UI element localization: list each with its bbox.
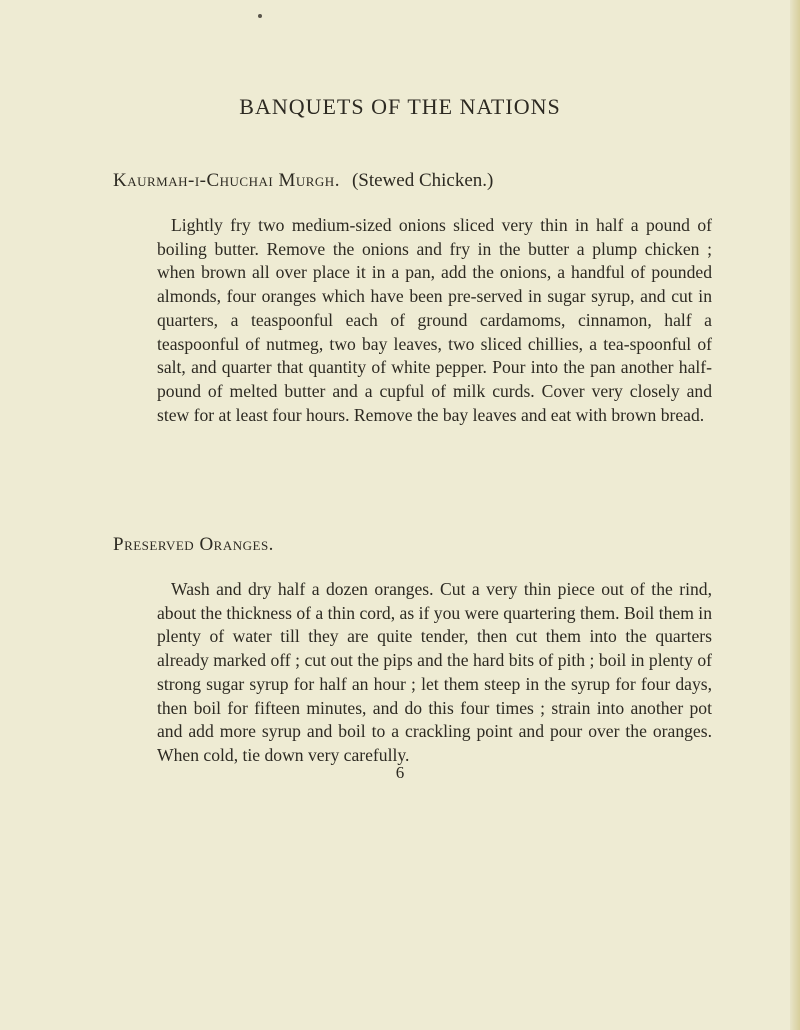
recipe-title-text: Preserved Oranges. xyxy=(113,534,274,555)
running-head: BANQUETS OF THE NATIONS xyxy=(239,94,561,119)
recipe-body-preserved-oranges: Wash and dry half a dozen oranges. Cut a very thin piece out of the rind, about the thickness of a thin cord, as if you were quartering them. Boil them in plenty of water till they are quite tender, then cut them into the quarters already marked off ; cut out the pips and the hard bits of pith ; boil in plenty of strong sugar syrup for half an hour ; let them steep in the syrup for four days, then boil for fifteen minutes, and do this four times ; strain into another pot and add more syrup and boil to a crackling point and pour over the oranges. When cold, tie down very carefully. xyxy=(157,579,712,765)
page-edge xyxy=(790,0,800,1030)
ink-speck xyxy=(258,14,262,18)
recipe-title-preserved-oranges xyxy=(113,534,274,556)
recipe-title-text: Kaurmah-i-Chuchai Murgh. xyxy=(113,170,340,191)
recipe-subtitle: (Stewed Chicken.) xyxy=(351,170,494,191)
recipe-title-kaurmah xyxy=(113,170,493,192)
page-number: 6 xyxy=(395,763,405,782)
recipe-body-kaurmah: Lightly fry two medium-sized onions sliced very thin in half a pound of boiling butter. Remove the onions and fry in the butter a plump chicken ; when brown all over place it in a pan, add the onions, a handful of pounded almonds, four oranges which have been pre-served in sugar syrup, and cut in quarters, a teaspoonful each of ground cardamoms, cinnamon, half a teaspoonful of nutmeg, two bay leaves, two sliced chillies, a tea-spoonful of salt, and quarter that quantity of white pepper. Pour into the pan another half-pound of melted butter and a cupful of milk curds. Cover very closely and stew for at least four hours. Remove the bay leaves and eat with brown bread. xyxy=(157,215,712,425)
